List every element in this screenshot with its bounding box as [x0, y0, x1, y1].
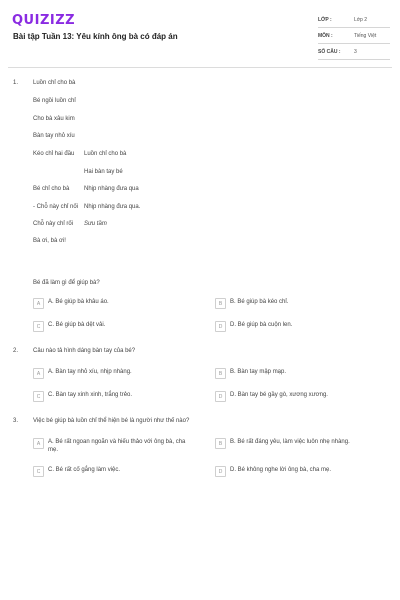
question-prompt: Câu nào tả hình dáng bàn tay của bé?	[33, 348, 136, 354]
meta-row-count	[318, 44, 390, 60]
poem-line: - Chỗ này chỉ nối	[33, 204, 79, 210]
option-letter-box: D	[215, 466, 226, 477]
answer-option-a[interactable]	[33, 368, 188, 379]
option-letter-box: A	[33, 298, 44, 309]
meta-key: SỐ CÂU :	[318, 48, 341, 55]
poem-source: Sưu tầm	[84, 221, 107, 227]
poem-line: Bé chỉ cho bà	[33, 186, 70, 192]
meta-value: 3	[354, 48, 357, 55]
option-text: A. Bé giúp bà khâu áo.	[48, 299, 109, 305]
answer-option-a[interactable]	[33, 298, 188, 309]
poem-line: Nhịp nhàng đưa qua.	[84, 204, 141, 210]
question-number: 2.	[13, 348, 19, 354]
option-text: A. Bàn tay nhỏ xíu, nhịp nhàng.	[48, 369, 132, 375]
option-letter-box: A	[33, 368, 44, 379]
meta-row-class	[318, 12, 390, 28]
poem-line: Luồn chỉ cho bà	[84, 151, 127, 157]
quizizz-logo: QUIZIZZ	[12, 13, 76, 28]
answer-option-c[interactable]	[33, 466, 188, 477]
poem-line: Bé ngồi luồn chỉ	[33, 98, 76, 104]
option-letter-box: C	[33, 321, 44, 332]
option-text: B. Bé giúp bà kéo chỉ.	[230, 299, 289, 305]
answer-option-c[interactable]	[33, 391, 188, 402]
option-text: C. Bàn tay xinh xinh, trắng trẻo.	[48, 392, 133, 398]
option-text: C. Bé rất cố gắng làm việc.	[48, 467, 121, 473]
answer-option-c[interactable]	[33, 321, 188, 332]
meta-panel	[318, 12, 390, 60]
meta-key: LỚP :	[318, 16, 332, 23]
meta-key: MÔN :	[318, 32, 333, 39]
poem-line: Luồn chỉ cho bà	[33, 80, 76, 86]
option-letter-box: A	[33, 438, 44, 449]
meta-row-subject	[318, 28, 390, 44]
meta-value: Tiếng Việt	[354, 32, 377, 39]
option-letter-box: D	[215, 391, 226, 402]
meta-value: Lớp 2	[354, 16, 368, 23]
answer-option-b[interactable]	[215, 368, 370, 379]
option-text: D. Bé giúp bà cuộn len.	[230, 322, 293, 328]
option-letter-box: B	[215, 438, 226, 449]
option-text: C. Bé giúp bà dệt vải.	[48, 322, 106, 328]
option-text: D. Bé không nghe lời ông bà, cha mẹ.	[230, 467, 331, 473]
answer-option-d[interactable]	[215, 466, 370, 477]
poem-line: Chỗ này chỉ rối	[33, 221, 74, 227]
question-number: 1.	[13, 80, 19, 86]
header-divider	[8, 67, 392, 68]
option-text: D. Bàn tay bé gầy gò, xương xương.	[230, 392, 328, 398]
poem-line: Hai bàn tay bé	[84, 169, 123, 175]
option-letter-box: C	[33, 391, 44, 402]
answer-option-b[interactable]	[215, 438, 370, 449]
option-letter-box: C	[33, 466, 44, 477]
option-letter-box: B	[215, 368, 226, 379]
answer-option-b[interactable]	[215, 298, 370, 309]
question-prompt: Việc bé giúp bà luồn chỉ thể hiện bé là người như thế nào?	[33, 418, 190, 424]
worksheet-title: Bài tập Tuần 13: Yêu kính ông bà có đáp án	[13, 32, 178, 41]
answer-option-d[interactable]	[215, 391, 370, 402]
poem-line: Bàn tay nhỏ xíu	[33, 133, 75, 139]
question-prompt: Bé đã làm gì để giúp bà?	[33, 280, 100, 286]
option-text: B. Bé rất đáng yêu, làm việc luôn nhẹ nhàng.	[230, 439, 350, 445]
question-number: 3.	[13, 418, 19, 424]
poem-line: Cho bà xâu kim	[33, 116, 75, 122]
option-text: B. Bàn tay mập mạp.	[230, 369, 287, 375]
poem-line: Nhịp nhàng đưa qua	[84, 186, 139, 192]
option-letter-box: B	[215, 298, 226, 309]
poem-line: Bà ơi, bà ơi!	[33, 238, 66, 244]
option-letter-box: D	[215, 321, 226, 332]
answer-option-d[interactable]	[215, 321, 370, 332]
answer-option-a[interactable]	[33, 438, 188, 454]
poem-line: Kéo chỉ hai đầu	[33, 151, 75, 157]
option-text: A. Bé rất ngoan ngoãn và hiếu thảo với ông bà, cha mẹ.	[48, 439, 186, 453]
